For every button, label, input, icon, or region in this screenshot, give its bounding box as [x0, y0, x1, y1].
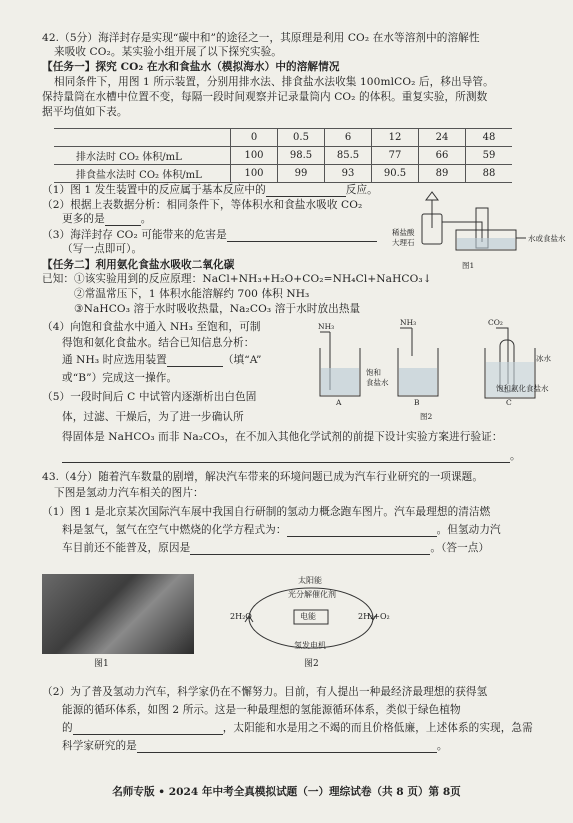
cycle-elec: 电能	[300, 612, 316, 621]
answer-blank[interactable]	[167, 355, 223, 367]
table-cell: 85.5	[325, 147, 372, 165]
table-cell: 98.5	[278, 147, 325, 165]
funnel-icon	[426, 192, 438, 200]
fig1-label-marble: 大理石	[392, 238, 415, 247]
answer-blank[interactable]	[287, 525, 437, 537]
table-header-cell: 0	[231, 129, 278, 147]
q43-line2: 下图是氢动力汽车相关的图片：	[54, 487, 204, 499]
task1-text1: 相同条件下，用图 1 所示装置，分别用排水法、排食盐水法收集 100mlCO₂ 后，移出导管。	[54, 76, 494, 88]
table-cell: 100	[231, 165, 278, 183]
table-cell: 90.5	[372, 165, 419, 183]
table-row-label: 排食盐水法时 CO₂ 体积/mL	[54, 165, 231, 183]
answer-blank[interactable]	[105, 214, 141, 226]
q42-line2: 来吸收 CO₂。某实验小组开展了以下探究实验。	[54, 46, 282, 58]
fig2-label-a: A	[336, 398, 342, 407]
table-row	[54, 147, 512, 165]
answer-blank[interactable]	[62, 451, 510, 463]
q43-sub1-line2	[62, 524, 501, 537]
q42-sub4-line4: 或“B”）完成这一操作。	[62, 372, 178, 384]
cycle-sun: 太阳能	[298, 576, 322, 585]
task1-text2: 保持量筒在水槽中位置不变，每隔一段时间观察并记录量筒内 CO₂ 的体积。重复实验，所测数	[42, 91, 488, 103]
fig2-label-nh3-b: NH₃	[400, 318, 417, 327]
cycle-right: 2H₂+O₂	[358, 612, 390, 621]
q42-sub5-line2: 体，过滤、干燥后，为了进一步确认所	[62, 411, 244, 423]
table-cell: 88	[466, 165, 513, 183]
answer-blank[interactable]	[266, 185, 346, 197]
q43-sub1-line3	[62, 542, 489, 555]
table-header-cell: 48	[466, 129, 513, 147]
q43-sub2-text2: 科学家研究的是	[62, 740, 137, 752]
table-cell: 100	[231, 147, 278, 165]
q42-sub1-end: 反应。	[345, 184, 378, 196]
cycle-left: 2H₂O	[230, 612, 252, 621]
q42-sub4-line1: （4）向饱和食盐水中通入 NH₃ 至饱和，可制	[42, 321, 261, 333]
fig2-label-co2: CO₂	[488, 318, 503, 327]
table-cell: 66	[419, 147, 466, 165]
q43-fig1-caption: 图1	[94, 659, 109, 669]
q42-sub1	[42, 184, 378, 197]
q43-sub2-end2: 。	[436, 740, 448, 752]
known-label: 已知：	[42, 273, 75, 285]
table-header-row	[54, 129, 512, 147]
figure1-apparatus	[410, 188, 550, 268]
q43-sub2-text: 的	[62, 722, 73, 734]
q43-sub2-line4	[62, 740, 448, 753]
q43-sub2-line1: （2）为了普及氢动力汽车，科学家仍在不懈努力。目前，有人提出一种最经济最理想的获得氢	[42, 686, 488, 698]
q42-sub4-line3	[62, 354, 261, 367]
known-3: ③NaHCO₃ 溶于水时吸收热量，Na₂CO₃ 溶于水时放出热量	[74, 303, 361, 315]
known-2: ②常温常压下，1 体积水能溶解约 700 体积 NH₃	[74, 288, 310, 300]
q42-sub4-line2: 得饱和氨化食盐水。结合已知信息分析：	[62, 337, 255, 349]
table-cell: 93	[325, 165, 372, 183]
q42-sub5-line4	[62, 450, 521, 463]
fig2-label-sat: 饱和	[366, 368, 381, 377]
table-cell: 59	[466, 147, 513, 165]
table-row	[54, 165, 512, 183]
table-header-cell: 0.5	[278, 129, 325, 147]
task1-text3: 据平均值如下表。	[42, 106, 128, 118]
table-header-cell: 24	[419, 129, 466, 147]
fig2-label-nh3-a: NH₃	[318, 322, 335, 331]
q42-sub5-line3: 得固体是 NaHCO₃ 而非 Na₂CO₃，在不加入其他化学试剂的前提下设计实验方案进行验证：	[62, 431, 503, 443]
cycle-cell: 氢发电机	[294, 641, 326, 650]
q42-sub1-text: （1）图 1 发生装置中的反应属于基本反应中的	[42, 184, 266, 196]
page-footer: 名师专版 • 2024 年中考全真模拟试题（一）理综试卷（共 8 页）第 8页	[112, 786, 461, 798]
q43-sub2-line3	[62, 722, 533, 735]
fig2-label-c: C	[506, 398, 512, 407]
table-header-cell: 6	[325, 129, 372, 147]
q43-line1: 43.（4分）随着汽车数量的剧增，解决汽车带来的环境问题已成为汽车行业研究的一项课题。	[42, 471, 484, 483]
cycle-catalyst: 光分解催化剂	[288, 590, 336, 599]
q42-sub4-text: 通 NH₃ 时应选用装置	[62, 354, 167, 366]
answer-blank[interactable]	[137, 741, 437, 753]
table-cell: 89	[419, 165, 466, 183]
q43-sub1-end2: 。（答一点）	[430, 542, 490, 554]
q42-sub3-text: （3）海洋封存 CO₂ 可能带来的危害是	[42, 229, 227, 241]
hydrogen-car-photo	[42, 574, 194, 654]
answer-blank[interactable]	[190, 543, 430, 555]
task1-title: 【任务一】探究 CO₂ 在水和食盐水（模拟海水）中的溶解情况	[42, 61, 340, 73]
q43-sub2-end: ，太阳能和水是用之不竭的而且价格低廉，上述体系的实现，急需	[222, 722, 533, 734]
fig1-label-acid: 稀盐酸	[392, 228, 415, 237]
table-row-label: 排水法时 CO₂ 体积/mL	[54, 147, 231, 165]
task2-title: 【任务二】利用氨化食盐水吸收二氧化碳	[42, 259, 235, 271]
q42-sub4-end: （填“A”	[222, 354, 262, 366]
fig1-caption: 图1	[462, 261, 475, 270]
fig2-label-ice: 冰水	[536, 354, 551, 363]
figure2-apparatus	[300, 318, 550, 408]
q43-sub1-line1: （1）图 1 是北京某次国际汽车展中我国自行研制的氢动力概念跑车图片。汽车最理想的清洁燃	[42, 506, 491, 518]
q43-sub1-text: 料是氢气，氢气在空气中燃烧的化学方程式为：	[62, 524, 287, 536]
answer-blank[interactable]	[227, 230, 377, 242]
q42-sub2-end: 。	[140, 213, 152, 225]
answer-blank[interactable]	[73, 723, 223, 735]
co2-volume-table	[54, 128, 512, 183]
table-header-cell	[54, 129, 231, 147]
q43-sub1-end: 。但氢动力汽	[436, 524, 501, 536]
cycle-caption: 图2	[304, 659, 319, 669]
q42-sub5-end: 。	[510, 450, 521, 462]
q42-sub5-line1: （5）一段时间后 C 中试管内逐渐析出白色固	[42, 391, 257, 403]
q42-sub2-text: 更多的是	[62, 213, 105, 225]
fig2-caption: 图2	[420, 412, 433, 421]
q42-sub3-line1	[42, 229, 377, 242]
table-header-cell: 12	[372, 129, 419, 147]
fig2-label-ammon: 饱和氨化食盐水	[496, 384, 549, 393]
q42-sub2-line1: （2）根据上表数据分析：相同条件下，等体积水和食盐水吸收 CO₂	[42, 199, 363, 211]
table-cell: 77	[372, 147, 419, 165]
q43-sub1-text2: 车目前还不能普及，原因是	[62, 542, 191, 554]
q42-sub3-line2: （写一点即可）。	[62, 243, 143, 255]
table-cell: 99	[278, 165, 325, 183]
q42-sub2-line2	[62, 213, 151, 226]
known-1: ①该实验用到的反应原理：NaCl+NH₃+H₂O+CO₂=NH₄Cl+NaHCO₃↓	[74, 273, 432, 285]
fig2-label-b: B	[414, 398, 420, 407]
q43-sub2-line2: 能源的循环体系，如图 2 所示。这是一种最理想的氢能源循环体系，类似于绿色植物	[62, 704, 461, 716]
q42-line1: 42.（5分）海洋封存是实现“碳中和”的途径之一，其原理是利用 CO₂ 在水等溶剂中的溶解性	[42, 32, 480, 44]
fig2-label-brine: 食盐水	[366, 378, 389, 387]
fig1-label-trough: 水或食盐水	[528, 234, 566, 243]
